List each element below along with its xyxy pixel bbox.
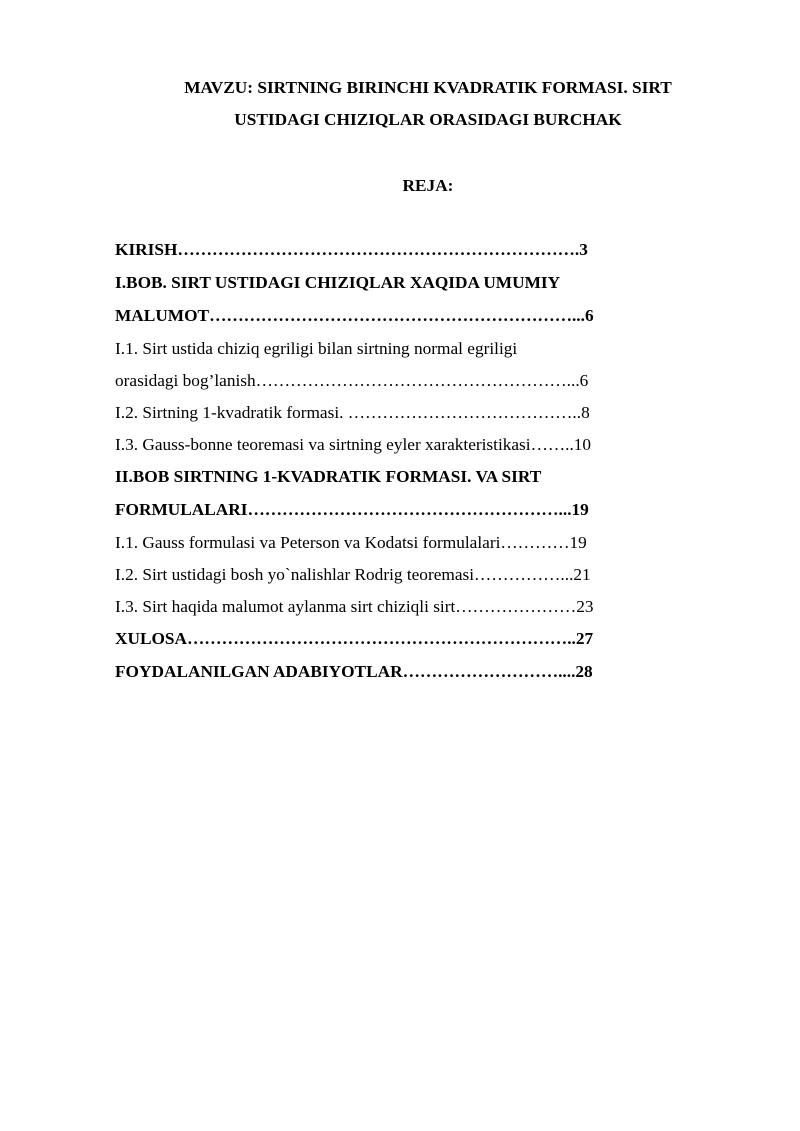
toc-entry-section-2-3: I.3. Sirt haqida malumot aylanma sirt chiziqli sirt…………………23 xyxy=(115,597,594,616)
toc-entry-section-2-2: I.2. Sirt ustidagi bosh yo`nalishlar Rodrig teoremasi……………...21 xyxy=(115,565,591,584)
toc-entry-section-1-1-line-1: I.1. Sirt ustida chiziq egriligi bilan sirtning normal egriligi xyxy=(115,339,518,358)
toc-entry-kirish: KIRISH…………………………………………………………….3 xyxy=(115,240,588,259)
document-title-line-2: USTIDAGI CHIZIQLAR ORASIDAGI BURCHAK xyxy=(234,110,622,129)
toc-entry-section-2-1: I.1. Gauss formulasi va Peterson va Kodatsi formulalari…………19 xyxy=(115,533,587,552)
toc-entry-section-1-3: I.3. Gauss-bonne teoremasi va sirtning eyler xarakteristikasi……..10 xyxy=(115,435,592,454)
toc-entry-section-1-1-line-2: orasidagi bog’lanish………………………………………………...6 xyxy=(115,371,589,390)
document-title-line-1: MAVZU: SIRTNING BIRINCHI KVADRATIK FORMASI. SIRT xyxy=(184,78,672,97)
toc-entry-chapter-2-line-2: FORMULALARI………………………………………………...19 xyxy=(115,500,589,519)
toc-entry-xulosa: XULOSA…………………………………………………………..27 xyxy=(115,629,594,648)
toc-entry-chapter-1-line-2: MALUMOT………………………………………………………...6 xyxy=(115,306,594,325)
toc-entry-bibliography: FOYDALANILGAN ADABIYOTLAR………………………....28 xyxy=(115,662,593,681)
plan-heading: REJA: xyxy=(402,176,454,195)
toc-entry-section-1-2: I.2. Sirtning 1-kvadratik formasi. …………………………………..8 xyxy=(115,403,590,422)
toc-entry-chapter-2-line-1: II.BOB SIRTNING 1-KVADRATIK FORMASI. VA SIRT xyxy=(115,467,542,486)
toc-entry-chapter-1-line-1: I.BOB. SIRT USTIDAGI CHIZIQLAR XAQIDA UMUMIY xyxy=(115,273,561,292)
